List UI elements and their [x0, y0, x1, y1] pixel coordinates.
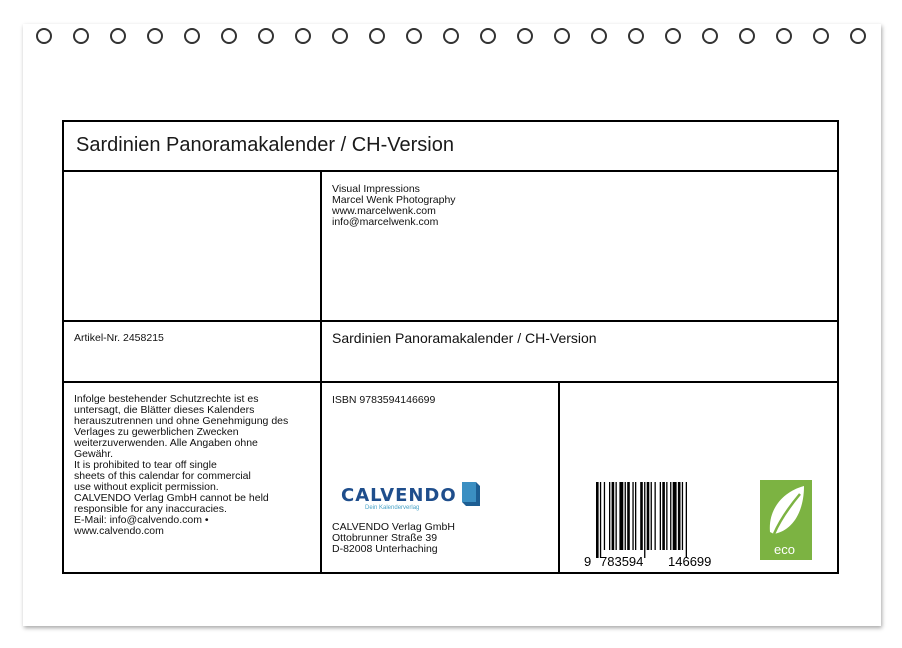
binding-rings	[0, 28, 902, 58]
barcode-bar	[635, 482, 636, 550]
eco-badge	[760, 480, 812, 560]
binding-ring	[813, 28, 829, 44]
barcode-bar	[627, 482, 630, 550]
barcode-bar	[609, 482, 610, 550]
logo-wordmark: CALVENDO	[341, 485, 457, 506]
barcode-bar	[673, 482, 677, 550]
divider	[558, 381, 560, 572]
binding-ring	[147, 28, 163, 44]
barcode-digits-group2: 146699	[668, 554, 712, 569]
logo-tagline: Dein Kalenderverlag	[365, 505, 420, 511]
divider	[320, 170, 322, 572]
calvendo-logo	[341, 480, 482, 511]
barcode-bar	[682, 482, 683, 550]
binding-ring	[739, 28, 755, 44]
leaf-icon	[760, 480, 812, 560]
binding-ring	[73, 28, 89, 44]
binding-ring	[554, 28, 570, 44]
barcode-bar	[600, 482, 601, 558]
barcode-bar	[655, 482, 656, 550]
binding-ring	[591, 28, 607, 44]
logo-flag-icon	[460, 480, 482, 506]
binding-ring	[406, 28, 422, 44]
barcode-bar	[662, 482, 665, 550]
barcode-bar	[632, 482, 633, 550]
barcode-bar	[616, 482, 617, 550]
barcode-bar	[660, 482, 661, 550]
barcode-bar	[625, 482, 626, 550]
publisher-address: CALVENDO Verlag GmbH Ottobrunner Straße 39 D-82008 Unterhaching	[332, 521, 455, 555]
binding-ring	[517, 28, 533, 44]
binding-ring	[480, 28, 496, 44]
barcode-bar	[644, 482, 645, 558]
binding-ring	[258, 28, 274, 44]
barcode-bar	[686, 482, 687, 558]
barcode-bar	[612, 482, 615, 550]
divider	[64, 170, 837, 172]
divider	[64, 320, 837, 322]
barcode-bar	[647, 482, 650, 550]
binding-ring	[665, 28, 681, 44]
barcode-bar	[640, 482, 643, 550]
barcode-bar	[678, 482, 681, 550]
binding-ring	[702, 28, 718, 44]
barcode-digit-first: 9	[584, 554, 592, 569]
barcode-bar	[604, 482, 605, 550]
barcode-bar	[666, 482, 667, 550]
barcode	[584, 480, 744, 570]
binding-ring	[184, 28, 200, 44]
barcode-bar	[651, 482, 652, 550]
binding-ring	[221, 28, 237, 44]
binding-ring	[332, 28, 348, 44]
barcode-digits-group1: 783594	[600, 554, 644, 569]
binding-ring	[369, 28, 385, 44]
barcode-bar	[619, 482, 623, 550]
binding-ring	[628, 28, 644, 44]
barcode-bar	[670, 482, 671, 550]
divider	[64, 381, 837, 383]
article-number: Artikel-Nr. 2458215	[74, 332, 164, 344]
binding-ring	[776, 28, 792, 44]
barcode-bar	[596, 482, 599, 558]
eco-label: eco	[774, 542, 795, 557]
binding-ring	[443, 28, 459, 44]
binding-ring	[295, 28, 311, 44]
calendar-title: Sardinien Panoramakalender / CH-Version	[76, 134, 454, 156]
isbn: ISBN 9783594146699	[332, 394, 436, 406]
calendar-subtitle: Sardinien Panoramakalender / CH-Version	[332, 330, 597, 346]
binding-ring	[850, 28, 866, 44]
legal-notice: Infolge bestehender Schutzrechte ist es untersagt, die Blätter dieses Kalenders herauszutrennen und ohne Genehmigung des Verlages zu gewerblichen Zwecken weiterzuverwenden. Alle Angaben ohne Gewähr. It is prohibited to tear off single sheets of this calendar for commercial use without explicit permission. CALVENDO Verlag GmbH cannot be held responsible for any inaccuracies. E-Mail: info@calvendo.com • www.calvendo.com	[74, 393, 289, 537]
author-info: Visual Impressions Marcel Wenk Photography www.marcelwenk.com info@marcelwenk.com	[332, 183, 456, 228]
binding-ring	[36, 28, 52, 44]
binding-ring	[110, 28, 126, 44]
info-frame	[62, 120, 839, 574]
